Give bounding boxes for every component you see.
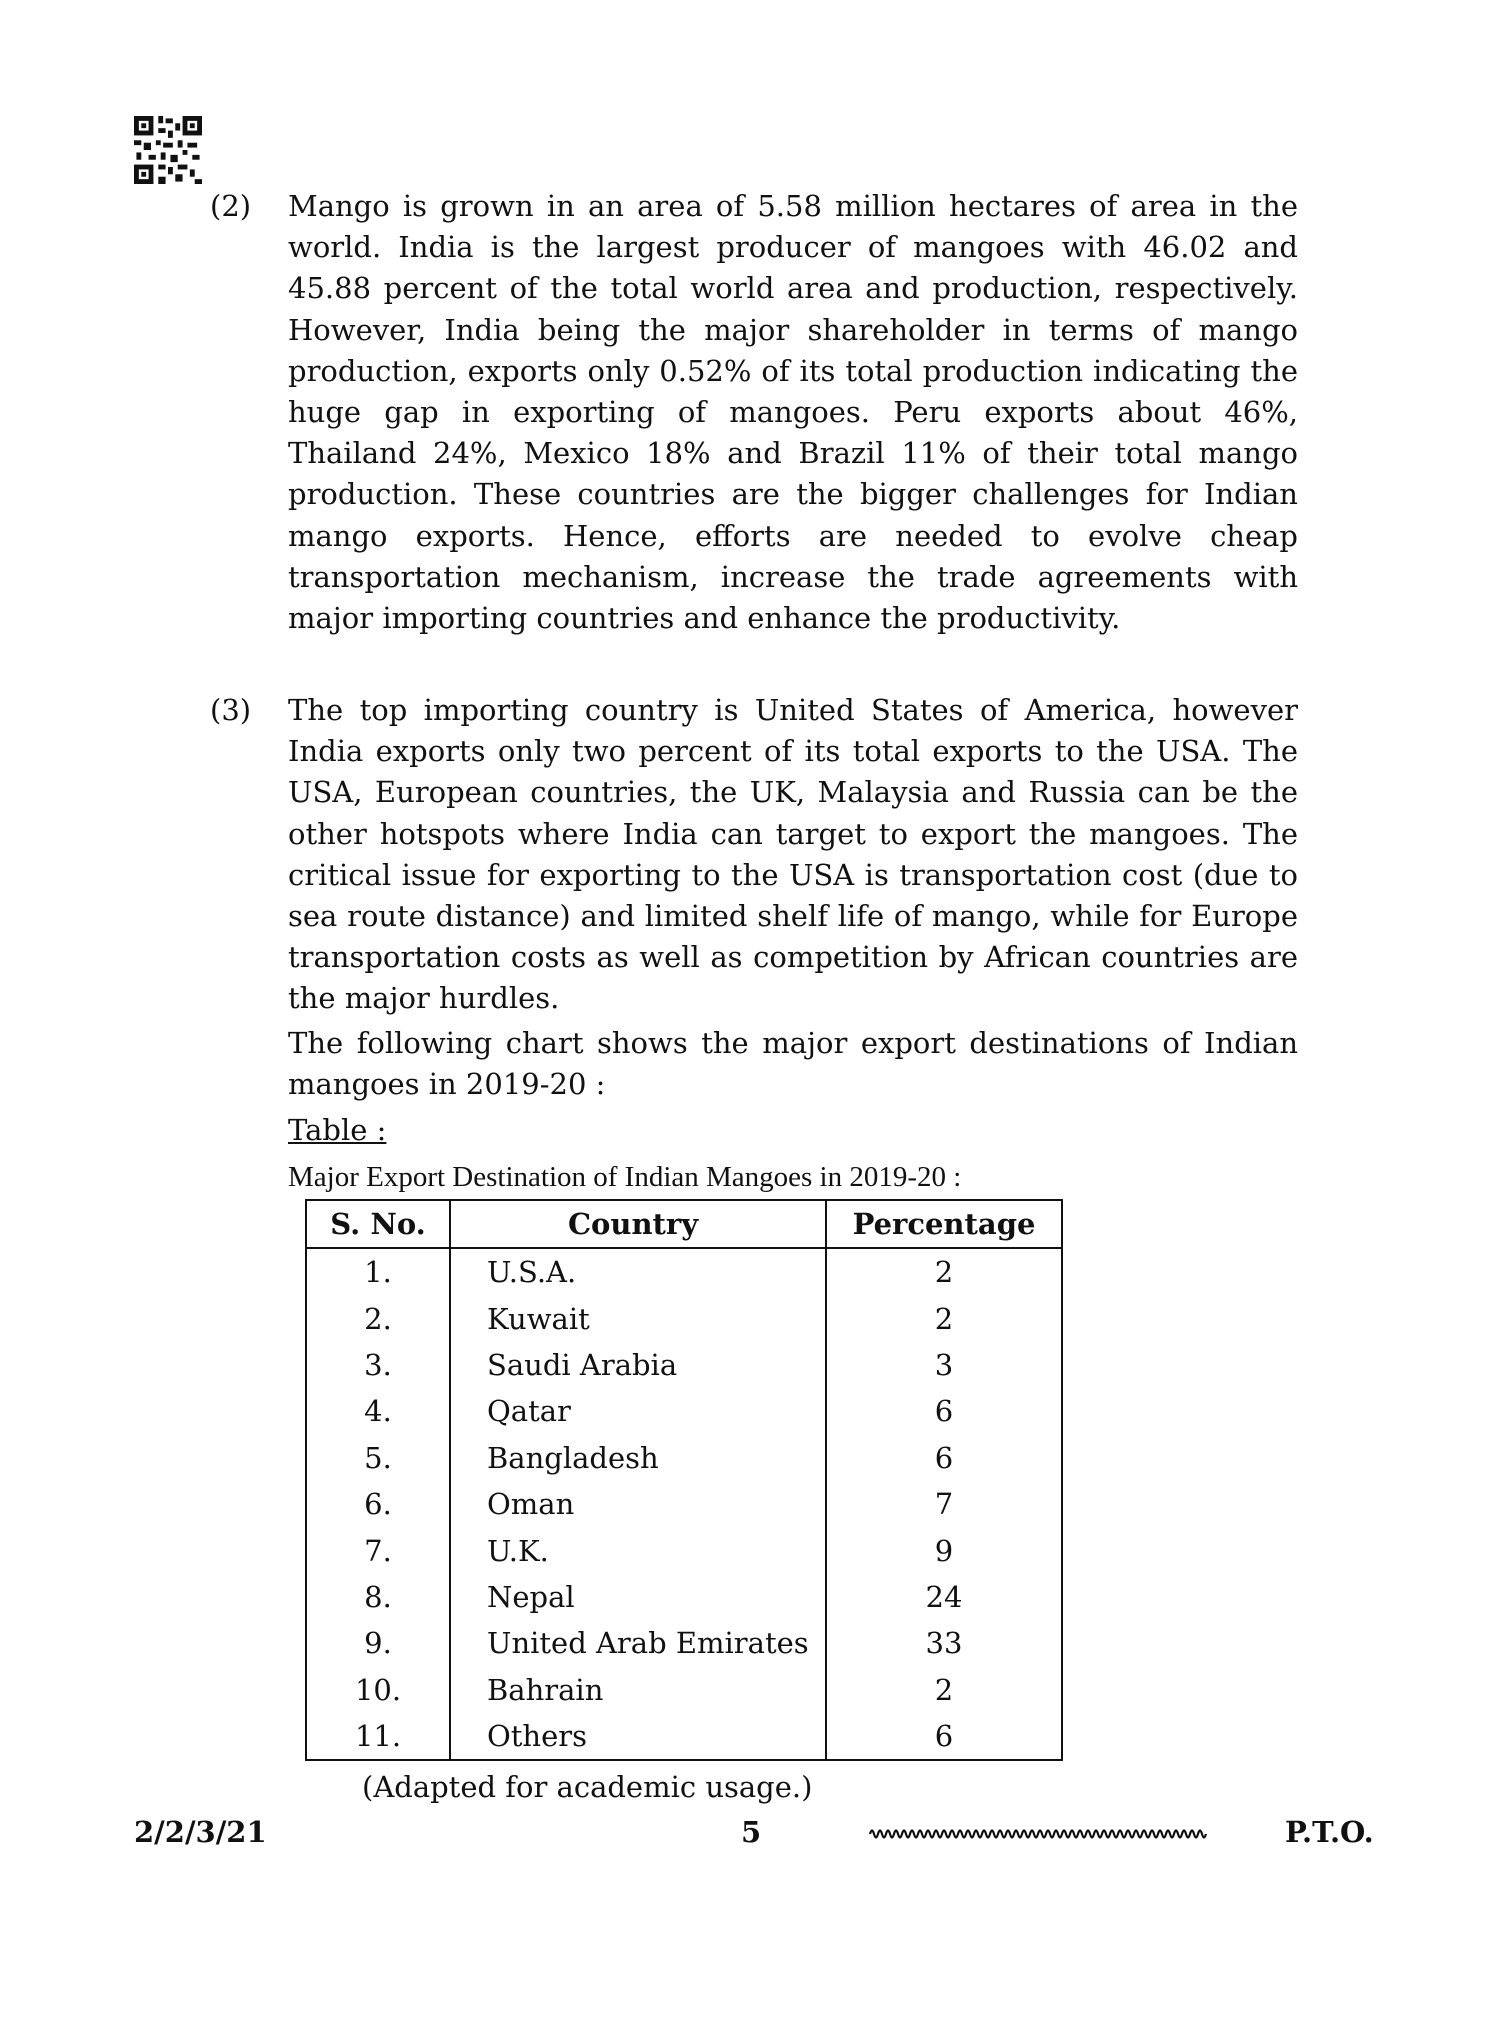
cell-country: U.K. — [450, 1527, 826, 1573]
cell-sno: 11. — [306, 1713, 450, 1760]
cell-percentage: 24 — [826, 1574, 1062, 1620]
item-paragraph: Mango is grown in an area of 5.58 million hectares of area in the world. India is the largest producer of mangoes with 46.02 and 45.88 percent of the total world area and production, respectively. However, India being the major shareholder in terms of mango production, exports only 0.52% of its total production indicating the huge gap in exporting of mangoes. Peru exports about 46%, Thailand 24%, Mexico 18% and Brazil 11% of their total mango production. These countries are the bigger challenges for Indian mango exports. Hence, efforts are needed to evolve cheap transportation mechanism, increase the trade agreements with major importing countries and enhance the productivity. — [288, 189, 1298, 636]
cell-sno: 7. — [306, 1527, 450, 1573]
table-row — [306, 1574, 1062, 1620]
cell-percentage: 7 — [826, 1481, 1062, 1527]
page-number: 5 — [741, 1815, 762, 1849]
cell-percentage: 2 — [826, 1667, 1062, 1713]
chart-intro-text: The following chart shows the major export destinations of Indian mangoes in 2019-20 : — [288, 1026, 1298, 1102]
item-number: (3) — [210, 693, 252, 727]
cell-sno: 1. — [306, 1248, 450, 1295]
cell-sno: 10. — [306, 1667, 450, 1713]
table-row — [306, 1713, 1062, 1760]
qr-code-icon — [134, 116, 202, 184]
paper-code: 2/2/3/21 — [134, 1815, 267, 1849]
table-row — [306, 1620, 1062, 1666]
table-row — [306, 1435, 1062, 1481]
table-row — [306, 1527, 1062, 1573]
header-country: Country — [450, 1200, 826, 1248]
table-header-row — [306, 1200, 1062, 1248]
cell-percentage: 6 — [826, 1435, 1062, 1481]
cell-country: Kuwait — [450, 1295, 826, 1341]
header-sno: S. No. — [306, 1200, 450, 1248]
cell-percentage: 2 — [826, 1248, 1062, 1295]
cell-country: Nepal — [450, 1574, 826, 1620]
table-row — [306, 1342, 1062, 1388]
table-row — [306, 1481, 1062, 1527]
table-label: Table : — [288, 1113, 387, 1147]
cell-country: Others — [450, 1713, 826, 1760]
cell-sno: 2. — [306, 1295, 450, 1341]
cell-percentage: 2 — [826, 1295, 1062, 1341]
table-row — [306, 1248, 1062, 1295]
cell-country: Oman — [450, 1481, 826, 1527]
table-row — [306, 1667, 1062, 1713]
export-destination-table — [305, 1199, 1063, 1761]
cell-percentage: 6 — [826, 1388, 1062, 1434]
table-row — [306, 1295, 1062, 1341]
header-percentage: Percentage — [826, 1200, 1062, 1248]
table-caption: Major Export Destination of Indian Mangoes in 2019-20 : — [288, 1161, 962, 1193]
cell-percentage: 33 — [826, 1620, 1062, 1666]
table-row — [306, 1388, 1062, 1434]
cell-sno: 6. — [306, 1481, 450, 1527]
cell-country: U.S.A. — [450, 1248, 826, 1295]
cell-percentage: 3 — [826, 1342, 1062, 1388]
cell-sno: 3. — [306, 1342, 450, 1388]
cell-percentage: 6 — [826, 1713, 1062, 1760]
item-paragraph: The top importing country is United States of America, however India exports only two percent of its total exports to the USA. The USA, European countries, the UK, Malaysia and Russia can be the other hotspots where India can target to export the mangoes. The critical issue for exporting to the USA is transportation cost (due to sea route distance) and limited shelf life of mango, while for Europe transportation costs as well as competition by African countries are the major hurdles. — [288, 693, 1298, 1016]
wavy-line-decoration — [868, 1826, 1208, 1842]
item-number: (2) — [210, 189, 252, 223]
cell-country: Qatar — [450, 1388, 826, 1434]
cell-sno: 8. — [306, 1574, 450, 1620]
cell-sno: 9. — [306, 1620, 450, 1666]
cell-country: United Arab Emirates — [450, 1620, 826, 1666]
source-note: (Adapted for academic usage.) — [362, 1770, 813, 1804]
cell-country: Bahrain — [450, 1667, 826, 1713]
cell-country: Bangladesh — [450, 1435, 826, 1481]
cell-country: Saudi Arabia — [450, 1342, 826, 1388]
cell-percentage: 9 — [826, 1527, 1062, 1573]
please-turn-over: P.T.O. — [1285, 1815, 1374, 1849]
cell-sno: 4. — [306, 1388, 450, 1434]
cell-sno: 5. — [306, 1435, 450, 1481]
